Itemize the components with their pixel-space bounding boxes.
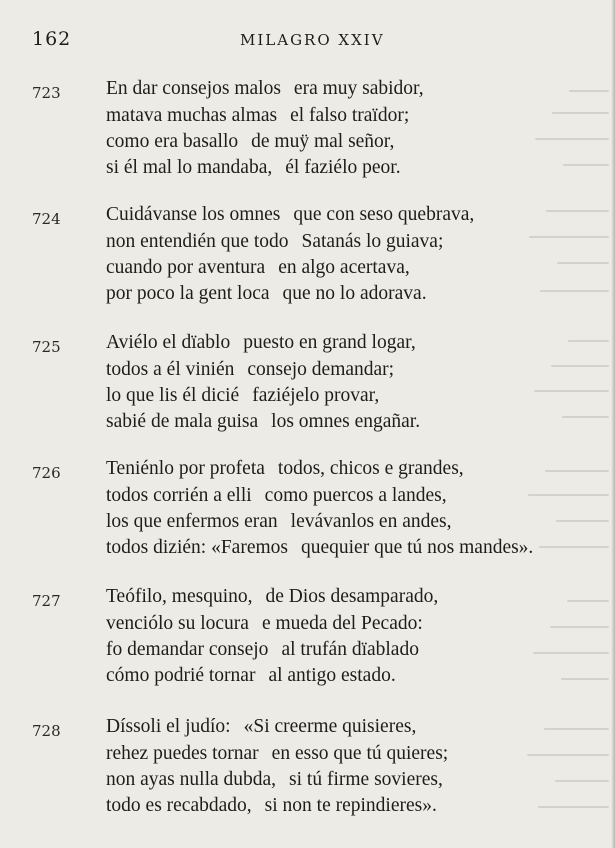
stanza-number: 726 (32, 464, 61, 482)
second-hemistich: de Dios desamparado, (265, 586, 439, 607)
first-hemistich: non ayas nulla dubda, (106, 769, 277, 790)
verse-line (106, 535, 533, 561)
first-hemistich: los que enfermos eran (106, 511, 278, 532)
verse-line (106, 155, 401, 181)
second-hemistich: si tú firme sovieres, (289, 769, 443, 790)
stanza-number: 728 (32, 722, 61, 740)
first-hemistich: fo demandar consejo (106, 639, 269, 660)
second-hemistich: en algo acertava, (278, 257, 410, 278)
second-hemistich: todos, chicos e grandes, (277, 458, 464, 479)
first-hemistich: Cuidávanse los omnes (106, 204, 281, 225)
first-hemistich: Aviélo el dïablo (106, 332, 231, 353)
second-hemistich: el falso traïdor; (290, 105, 410, 126)
verse-line (106, 229, 443, 255)
verse-line (106, 509, 451, 535)
first-hemistich: sabié de mala guisa (106, 411, 259, 432)
page-number: 162 (32, 28, 72, 50)
first-hemistich: matava muchas almas (106, 105, 278, 126)
first-hemistich: rehez puedes tornar (106, 743, 259, 764)
verse-line (106, 584, 438, 610)
verse-line (106, 741, 448, 767)
verse-line (106, 357, 394, 383)
second-hemistich: de muÿ mal señor, (251, 131, 395, 152)
first-hemistich: todos a él vinién (106, 359, 235, 380)
first-hemistich: todos dizién: «Faremos (106, 537, 288, 558)
verse-line (106, 767, 443, 793)
first-hemistich: todo es recabdado, (106, 795, 252, 816)
second-hemistich: era muy sabidor, (293, 78, 424, 99)
second-hemistich: en esso que tú quieres; (271, 743, 449, 764)
second-hemistich: puesto en grand logar, (243, 332, 416, 353)
second-hemistich: al trufán dïablado (281, 639, 419, 660)
first-hemistich: venciólo su locura (106, 613, 249, 634)
verse-line (106, 330, 416, 356)
second-hemistich: Satanás lo guiava; (301, 231, 444, 252)
verse-line (106, 663, 396, 689)
stanza (0, 202, 615, 312)
stanza-number: 724 (32, 210, 61, 228)
stanza-number: 727 (32, 592, 61, 610)
second-hemistich: quequier que tú nos mandes». (300, 537, 534, 558)
stanza-number: 725 (32, 338, 61, 356)
stanza (0, 456, 615, 566)
verse-line (106, 281, 427, 307)
second-hemistich: como puercos a landes, (264, 485, 447, 506)
second-hemistich: que no lo adorava. (282, 283, 427, 304)
stanza-number: 723 (32, 84, 61, 102)
second-hemistich: al antigo estado. (268, 665, 396, 686)
verse-line (106, 714, 416, 740)
second-hemistich: que con seso quebrava, (293, 204, 475, 225)
verse-line (106, 793, 437, 819)
running-title: MILAGRO XXIV (240, 31, 385, 49)
second-hemistich: e mueda del Pecado: (261, 613, 423, 634)
first-hemistich: si él mal lo mandaba, (106, 157, 273, 178)
first-hemistich: cuando por aventura (106, 257, 266, 278)
page-header (0, 28, 615, 58)
stanza (0, 330, 615, 440)
second-hemistich: «Si creerme quisieres, (243, 716, 417, 737)
first-hemistich: Díssoli el judío: (106, 716, 231, 737)
second-hemistich: consejo demandar; (247, 359, 395, 380)
second-hemistich: si non te repindieres». (264, 795, 437, 816)
second-hemistich: levávanlos en andes, (290, 511, 452, 532)
verse-line (106, 637, 419, 663)
first-hemistich: por poco la gent loca (106, 283, 270, 304)
first-hemistich: Teófilo, mesquino, (106, 586, 253, 607)
verse-line (106, 255, 410, 281)
first-hemistich: En dar consejos malos (106, 78, 281, 99)
verse-line (106, 456, 464, 482)
second-hemistich: los omnes engañar. (271, 411, 421, 432)
first-hemistich: todos corrién a elli (106, 485, 252, 506)
verse-line (106, 202, 474, 228)
verse-line (106, 383, 379, 409)
first-hemistich: como era basallo (106, 131, 239, 152)
first-hemistich: Teniénlo por profeta (106, 458, 265, 479)
stanza (0, 76, 615, 186)
verse-line (106, 611, 423, 637)
first-hemistich: cómo podrié tornar (106, 665, 256, 686)
stanza (0, 584, 615, 694)
verse-line (106, 409, 420, 435)
verse-line (106, 76, 424, 102)
verse-line (106, 483, 447, 509)
stanza (0, 714, 615, 824)
second-hemistich: faziéjelo provar, (252, 385, 380, 406)
second-hemistich: él faziélo peor. (285, 157, 401, 178)
verse-line (106, 129, 394, 155)
verse-line (106, 103, 409, 129)
first-hemistich: non entendién que todo (106, 231, 289, 252)
first-hemistich: lo que lis él dicié (106, 385, 240, 406)
